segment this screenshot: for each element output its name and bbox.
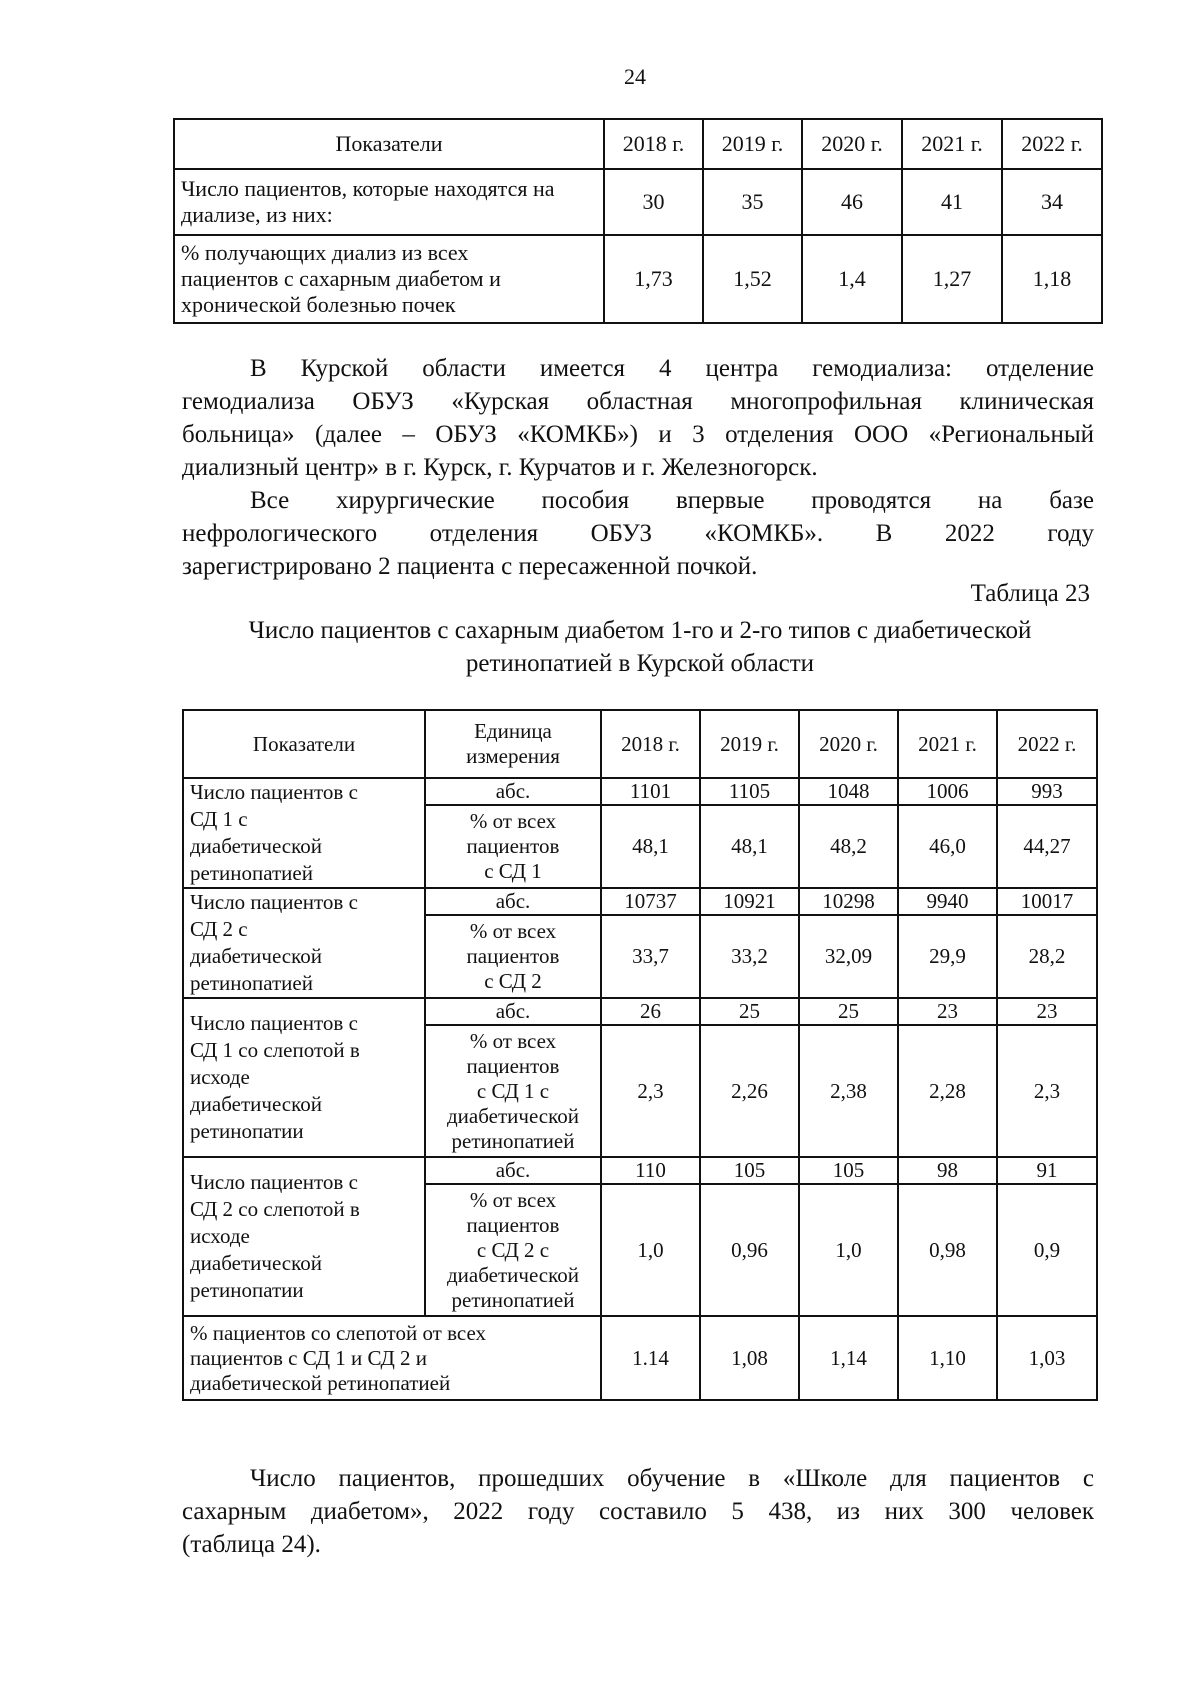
cell-value: 993	[997, 778, 1097, 805]
unit-cell: % от всех пациентов с СД 2 с диабетической ретинопатией	[425, 1184, 601, 1316]
cell-value: 10017	[997, 888, 1097, 915]
retinopathy-table	[182, 709, 1098, 1401]
table-header-row	[174, 119, 1102, 169]
paragraph-hemodialysis: В Курской области имеется 4 центра гемодиализа: отделение гемодиализа ОБУЗ «Курская областная многопрофильная клиническая больница» (далее – ОБУЗ «КОМКБ») и 3 отделения ООО «Региональный диализный центр» в г. Курск, г. Курчатов и г. Железногорск.	[182, 355, 1094, 481]
cell-value: 10737	[601, 888, 700, 915]
cell-value: 1101	[601, 778, 700, 805]
cell-value: 1,08	[700, 1316, 799, 1400]
header-year: 2019 г.	[703, 119, 802, 169]
cell-value: 1,52	[703, 235, 802, 323]
cell-value: 2,28	[898, 1025, 997, 1157]
cell-value: 9940	[898, 888, 997, 915]
cell-value: 105	[799, 1157, 898, 1184]
cell-value: 26	[601, 998, 700, 1025]
table-row	[183, 778, 1097, 805]
cell-value: 48,1	[601, 805, 700, 888]
header-unit: Единица измерения	[425, 710, 601, 778]
header-year: 2020 г.	[802, 119, 902, 169]
unit-cell: % от всех пациентов с СД 1	[425, 805, 601, 888]
row-label: Число пациентов с СД 2 с диабетической ретинопатией	[183, 888, 425, 998]
dialysis-table	[173, 118, 1103, 324]
cell-value: 2,3	[997, 1025, 1097, 1157]
table-number: Таблица 23	[970, 580, 1090, 607]
header-year: 2018 г.	[604, 119, 703, 169]
cell-value: 1,10	[898, 1316, 997, 1400]
header-year: 2022 г.	[1002, 119, 1102, 169]
header-indicators: Показатели	[174, 119, 604, 169]
cell-value: 48,2	[799, 805, 898, 888]
cell-value: 48,1	[700, 805, 799, 888]
cell-value: 1,03	[997, 1316, 1097, 1400]
cell-value: 33,7	[601, 915, 700, 998]
table-row	[183, 1157, 1097, 1184]
cell-value: 1,73	[604, 235, 703, 323]
cell-value: 25	[700, 998, 799, 1025]
header-year: 2018 г.	[601, 710, 700, 778]
cell-value: 110	[601, 1157, 700, 1184]
unit-cell: абс.	[425, 778, 601, 805]
cell-value: 1105	[700, 778, 799, 805]
unit-cell: абс.	[425, 888, 601, 915]
cell-value: 0,96	[700, 1184, 799, 1316]
cell-value: 91	[997, 1157, 1097, 1184]
unit-cell: % от всех пациентов с СД 1 с диабетической ретинопатией	[425, 1025, 601, 1157]
header-year: 2019 г.	[700, 710, 799, 778]
cell-value: 1.14	[601, 1316, 700, 1400]
header-year: 2022 г.	[997, 710, 1097, 778]
page-number: 24	[624, 64, 646, 89]
cell-value: 1,4	[802, 235, 902, 323]
table-row	[174, 169, 1102, 235]
cell-value: 23	[997, 998, 1097, 1025]
cell-value: 34	[1002, 169, 1102, 235]
unit-cell: абс.	[425, 998, 601, 1025]
table-row	[174, 235, 1102, 323]
cell-value: 41	[902, 169, 1002, 235]
cell-value: 2,3	[601, 1025, 700, 1157]
cell-value: 10921	[700, 888, 799, 915]
row-label: Число пациентов с СД 1 с диабетической ретинопатией	[183, 778, 425, 888]
cell-value: 2,38	[799, 1025, 898, 1157]
row-label: Число пациентов, которые находятся на диализе, из них:	[174, 169, 604, 235]
table-header-row	[183, 710, 1097, 778]
paragraph-school: Число пациентов, прошедших обучение в «Школе для пациентов с сахарным диабетом», 2022 году составило 5 438, из них 300 человек (таблица 24).	[182, 1465, 1094, 1558]
cell-value: 25	[799, 998, 898, 1025]
row-label: Число пациентов с СД 2 со слепотой в исходе диабетической ретинопатии	[183, 1157, 425, 1316]
table-caption: Число пациентов с сахарным диабетом 1-го и 2-го типов с диабетической ретинопатией в Курской области	[248, 617, 1032, 677]
cell-value: 105	[700, 1157, 799, 1184]
cell-value: 2,26	[700, 1025, 799, 1157]
cell-value: 1,0	[601, 1184, 700, 1316]
header-year: 2021 г.	[902, 119, 1002, 169]
cell-value: 28,2	[997, 915, 1097, 998]
row-label: Число пациентов с СД 1 со слепотой в исходе диабетической ретинопатии	[183, 998, 425, 1157]
cell-value: 0,9	[997, 1184, 1097, 1316]
cell-value: 1,18	[1002, 235, 1102, 323]
table-row	[183, 998, 1097, 1025]
row-label: % пациентов со слепотой от всех пациентов с СД 1 и СД 2 и диабетической ретинопатией	[183, 1316, 601, 1400]
cell-value: 44,27	[997, 805, 1097, 888]
cell-value: 46,0	[898, 805, 997, 888]
header-indicators: Показатели	[183, 710, 425, 778]
cell-value: 46	[802, 169, 902, 235]
row-label: % получающих диализ из всех пациентов с сахарным диабетом и хронической болезнью почек	[174, 235, 604, 323]
cell-value: 10298	[799, 888, 898, 915]
cell-value: 33,2	[700, 915, 799, 998]
cell-value: 30	[604, 169, 703, 235]
cell-value: 35	[703, 169, 802, 235]
cell-value: 1,0	[799, 1184, 898, 1316]
table-row	[183, 888, 1097, 915]
unit-cell: % от всех пациентов с СД 2	[425, 915, 601, 998]
cell-value: 1006	[898, 778, 997, 805]
cell-value: 1,14	[799, 1316, 898, 1400]
table-row-summary	[183, 1316, 1097, 1400]
cell-value: 32,09	[799, 915, 898, 998]
cell-value: 1048	[799, 778, 898, 805]
header-year: 2020 г.	[799, 710, 898, 778]
header-year: 2021 г.	[898, 710, 997, 778]
cell-value: 98	[898, 1157, 997, 1184]
cell-value: 23	[898, 998, 997, 1025]
cell-value: 0,98	[898, 1184, 997, 1316]
paragraph-surgery: Все хирургические пособия впервые проводятся на базе нефрологического отделения ОБУЗ «КОМКБ». В 2022 году зарегистрировано 2 пациента с пересаженной почкой.	[182, 487, 1094, 580]
cell-value: 29,9	[898, 915, 997, 998]
cell-value: 1,27	[902, 235, 1002, 323]
unit-cell: абс.	[425, 1157, 601, 1184]
